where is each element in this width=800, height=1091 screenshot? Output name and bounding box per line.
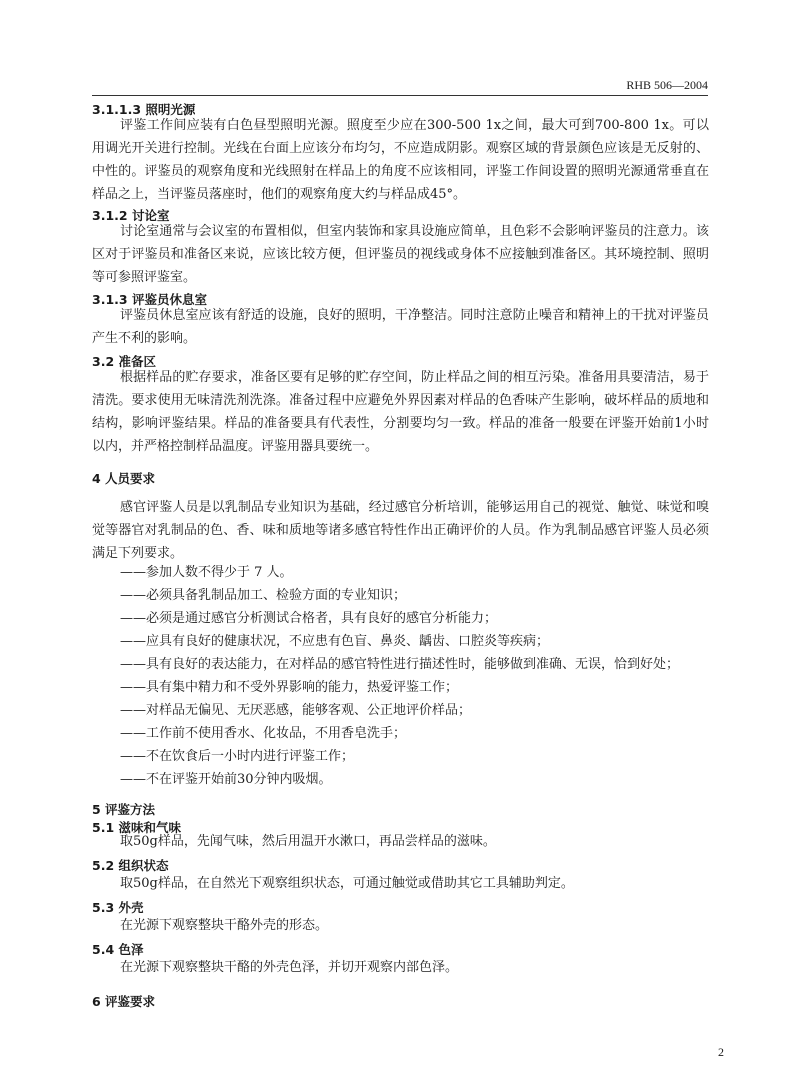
paragraph-lighting: 评鉴工作间应装有白色昼型照明光源。照度至少应在300-500 1x之间，最大可到700-800 1x。可以用调光开关进行控制。光线在台面上应该分布均匀，不应造成阴影。观察区域的背景颜色应该是无反射的、中性的。评鉴员的观察角度和光线照射在样品上的角度不应该相同，评鉴工作间设置的照明光源通常垂直在样品之上，当评鉴员落座时，他们的观察角度大约与样品成45°。 [92,118,709,202]
header-rule [92,95,708,96]
heading-4: 4 人员要求 [92,471,156,486]
paragraph-prep-area: 根据样品的贮存要求，准备区要有足够的贮存空间，防止样品之间的相互污染。准备用具要清洁，易于清洗。要求使用无味清洗剂洗涤。准备过程中应避免外界因素对样品的色香味产生影响，破坏样品的质地和结构，影响评鉴结果。样品的准备要具有代表性，分割要均匀一致。样品的准备一般要在评鉴开始前1小时以内，并严格控制样品温度。评鉴用器具要统一。 [92,370,709,454]
list-item: ——具有集中精力和不受外界影响的能力，热爱评鉴工作； [120,680,459,695]
list-item: ——不在评鉴开始前30分钟内吸烟。 [120,772,332,787]
list-item: ——不在饮食后一小时内进行评鉴工作； [120,749,355,764]
list-item: ——具有良好的表达能力，在对样品的感官特性进行描述性时，能够做到准确、无误，恰到好处； [120,657,680,672]
heading-5: 5 评鉴方法 [92,802,156,817]
paragraph-taste-smell: 取50g样品，先闻气味，然后用温开水漱口，再品尝样品的滋味。 [120,834,496,849]
list-item: ——应具有良好的健康状况，不应患有色盲、鼻炎、龋齿、口腔炎等疾病； [120,634,550,649]
heading-6: 6 评鉴要求 [92,994,156,1009]
paragraph-discussion-room: 讨论室通常与会议室的布置相似，但室内装饰和家具设施应简单，且色彩不会影响评鉴员的注意力。该区对于评鉴员和准备区来说，应该比较方便，但评鉴员的视线或身体不应接触到准备区。其环境控制、照明等可参照评鉴室。 [92,224,709,285]
heading-3-2: 3.2 准备区 [92,354,156,369]
heading-3-1-2: 3.1.2 讨论室 [92,208,170,223]
list-item: ——工作前不使用香水、化妆品，不用香皂洗手； [120,726,407,741]
heading-3-1-1-3: 3.1.1.3 照明光源 [92,102,196,117]
standard-number: RHB 506—2004 [626,78,708,92]
list-item: ——参加人数不得少于 7 人。 [120,565,293,580]
paragraph-personnel: 感官评鉴人员是以乳制品专业知识为基础，经过感官分析培训，能够运用自己的视觉、触觉、味觉和嗅觉等器官对乳制品的色、香、味和质地等诸多感官特性作出正确评价的人员。作为乳制品感官评鉴人员必须满足下列要求。 [92,500,709,561]
heading-5-3: 5.3 外壳 [92,900,144,915]
paragraph-texture: 取50g样品，在自然光下观察组织状态，可通过触觉或借助其它工具辅助判定。 [120,876,574,891]
heading-5-1: 5.1 滋味和气味 [92,820,181,835]
paragraph-color: 在光源下观察整块干酪的外壳色泽，并切开观察内部色泽。 [120,960,459,975]
paragraph-rest-room: 评鉴员休息室应该有舒适的设施，良好的照明，干净整洁。同时注意防止噪音和精神上的干扰对评鉴员产生不利的影响。 [92,308,709,346]
list-item: ——必须具备乳制品加工、检验方面的专业知识； [120,588,407,603]
heading-5-2: 5.2 组织状态 [92,858,169,873]
heading-5-4: 5.4 色泽 [92,942,144,957]
heading-3-1-3: 3.1.3 评鉴员休息室 [92,292,207,307]
page-number: 2 [718,1045,724,1059]
list-item: ——必须是通过感官分析测试合格者，具有良好的感官分析能力； [120,611,498,626]
list-item: ——对样品无偏见、无厌恶感，能够客观、公正地评价样品； [120,703,472,718]
paragraph-rind: 在光源下观察整块干酪外壳的形态。 [120,918,329,933]
